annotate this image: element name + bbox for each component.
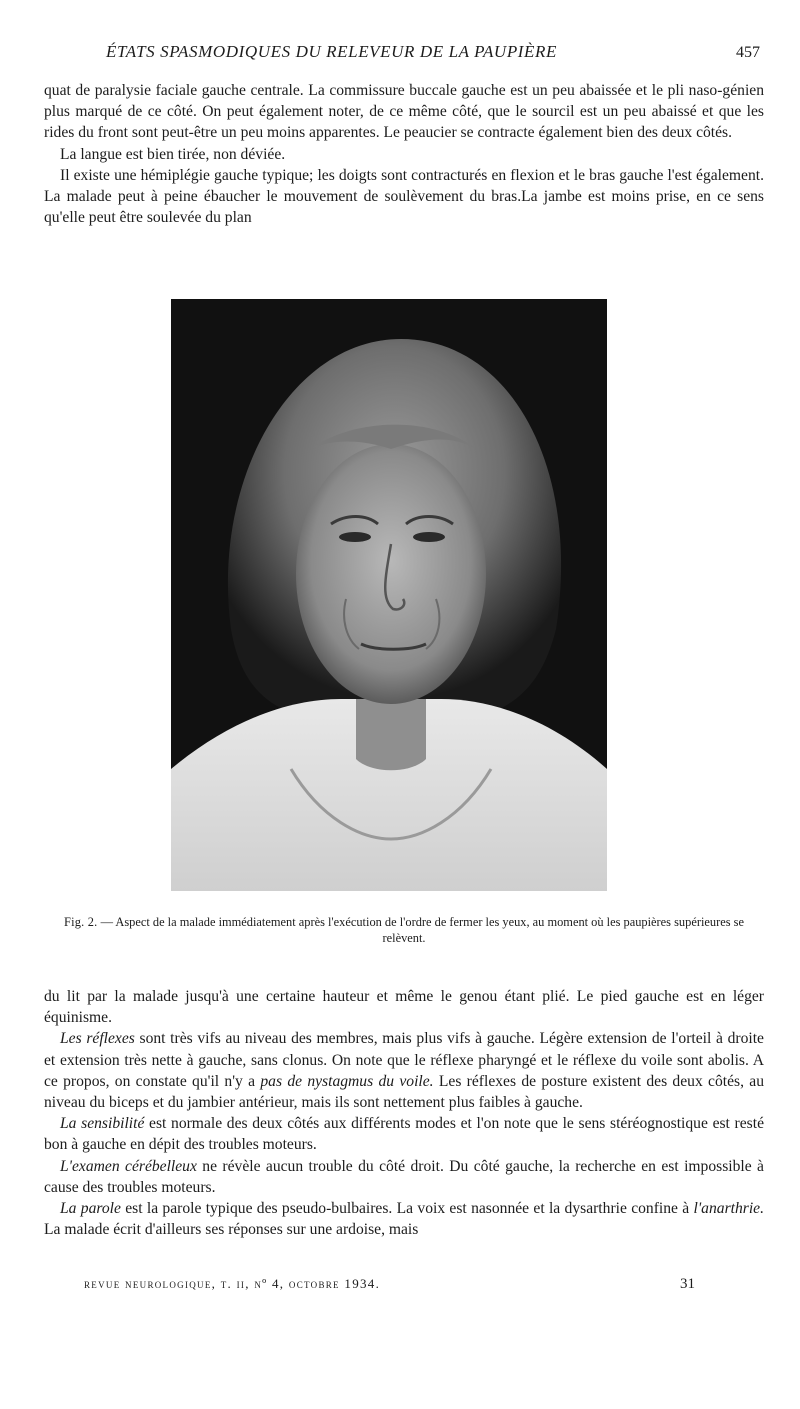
journal-reference: revue neurologique, t. ii, nº 4, octobre 1934. — [84, 1276, 381, 1291]
body-text-top — [44, 80, 764, 228]
paragraph-text: est la parole typique des pseudo-bulbaires. La voix est nasonnée et la dysarthrie confine à — [120, 1200, 694, 1218]
paragraph-text: La malade écrit d'ailleurs ses réponses sur une ardoise, mais — [44, 1221, 419, 1239]
paragraph: La langue est bien tirée, non déviée. — [60, 145, 286, 163]
paragraph-text: ne révèle aucun trouble du côté droit. Du côté gauche, la recherche en est impossible à cause des troubles moteurs. — [44, 1157, 764, 1196]
paragraph-sensibility — [44, 1113, 764, 1155]
paragraph-reflexes — [44, 1028, 764, 1113]
italic-term: Les réflexes — [60, 1030, 135, 1048]
sheet-number: 31 — [680, 1276, 695, 1292]
page-number: 457 — [736, 44, 760, 61]
italic-term: La parole — [60, 1200, 121, 1218]
paragraph-text: Les réflexes de posture existent des deux côtés, au niveau du biceps et du jambier antérieur, mais ils sont nettement plus faibles à gauche. — [44, 1072, 764, 1112]
body-text-bottom — [44, 986, 764, 1240]
page-footer — [44, 1276, 764, 1300]
italic-term: l'anarthrie. — [693, 1200, 764, 1218]
italic-term: L'examen cérébelleux — [60, 1157, 197, 1175]
paragraph: Il existe une hémiplégie gauche typique; les doigts sont contracturés en flexion et le bras gauche l'est également. La malade peut à peine ébaucher le mouvement de soulèvement du bras.La jambe est moins prise, en ce sens qu'elle peut être soulevée du plan — [44, 166, 764, 227]
italic-term: pas de nystagmus du voile. — [260, 1072, 434, 1090]
italic-term: La sensibilité — [60, 1115, 145, 1133]
paragraph-text: est normale des deux côtés aux différents modes et l'on note que le sens stéréognostique est resté bon à gauche en dépit des troubles moteurs. — [44, 1115, 764, 1154]
paragraph-cerebellar — [44, 1156, 764, 1198]
paragraph: du lit par la malade jusqu'à une certaine hauteur et même le genou étant plié. Le pied gauche est en léger équinisme. — [44, 988, 764, 1027]
running-title: ÉTATS SPASMODIQUES DU RELEVEUR DE LA PAUPIÈRE — [106, 42, 558, 61]
page-header — [44, 42, 762, 72]
patient-photograph — [171, 299, 607, 891]
figure-caption — [44, 914, 764, 946]
portrait-image — [171, 299, 607, 891]
figure-caption-text: — Aspect de la malade immédiatement après l'exécution de l'ordre de fermer les yeux, au moment où les paupières supérieures se relèvent. — [97, 915, 744, 945]
paragraph: quat de paralysie faciale gauche centrale. La commissure buccale gauche est un peu abaissée et le pli naso-génien plus marqué de ce côté. On peut également noter, de ce même côté, que le sourcil est un peu abaissé et que les rides du front sont peut-être un peu moins apparentes. Le peaucier se contracte également bien des deux côtés. — [44, 82, 764, 142]
paragraph-speech — [44, 1198, 764, 1240]
figure-label: Fig. 2. — [64, 915, 98, 929]
paragraph-text: sont très vifs au niveau des membres, mais plus vifs à gauche. Légère extension de l'orteil à droite et extension très nette à gauche, sans clonus. On note que le réflexe pharyngé et le réflexe du voile sont abolis. A ce propos, on constate qu'il n'y a — [44, 1030, 764, 1090]
